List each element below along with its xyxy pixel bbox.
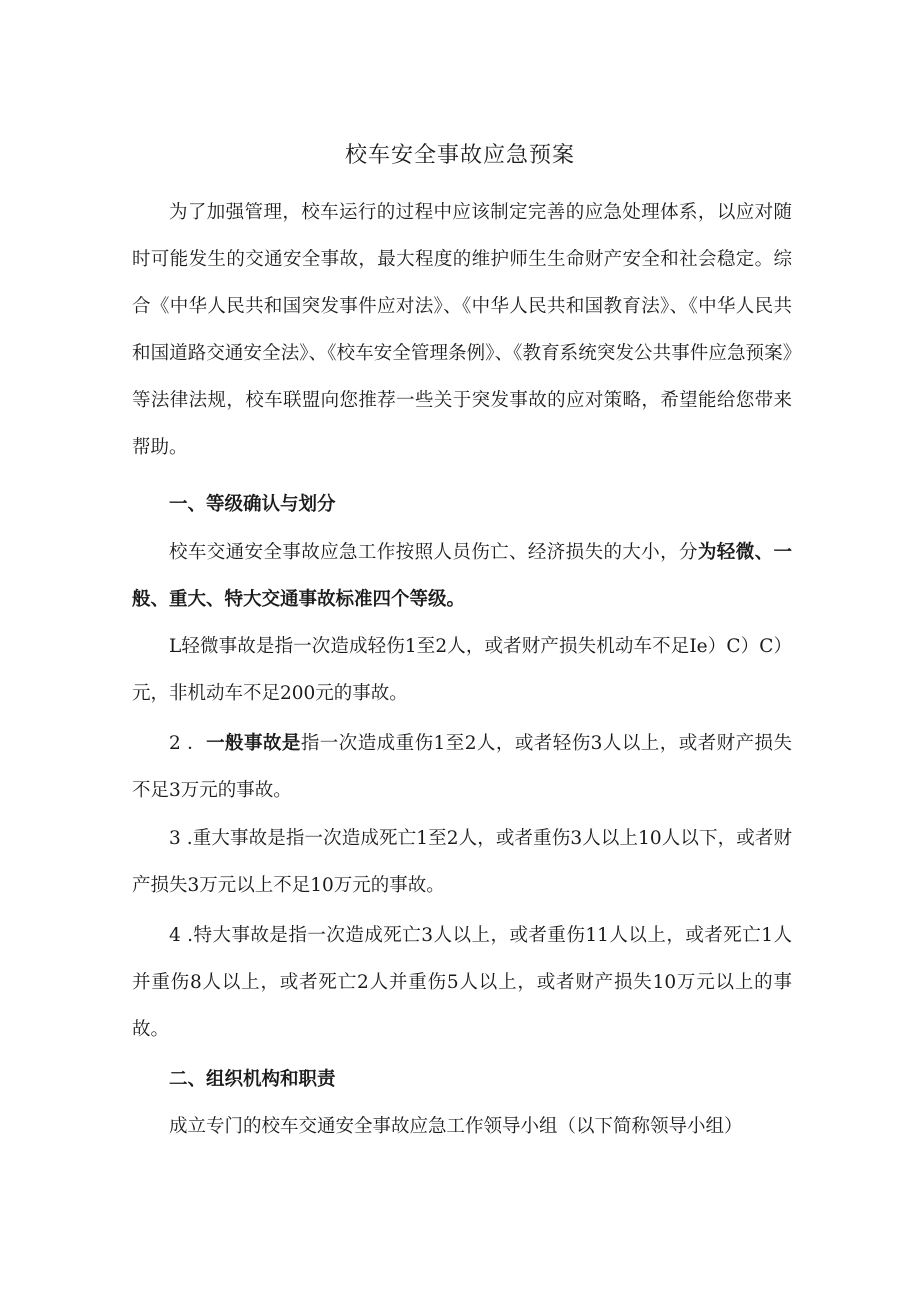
section1-paragraph-normal: 校车交通安全事故应急工作按照人员伤亡、经济损失的大小，分 xyxy=(169,542,698,563)
section2-paragraph: 成立专门的校车交通安全事故应急工作领导小组（以下简称领导小组） xyxy=(169,1116,743,1137)
section2-heading: 二、组织机构和职责 xyxy=(169,1069,336,1090)
document-title: 校车安全事故应急预案 xyxy=(344,143,575,168)
level-item-3: 3 .重大事故是指一次造成死亡1至2人，或者重伤3人以上10人以下，或者财产损失3万元以上不足10万元的事故。 xyxy=(132,828,792,896)
section1-heading: 一、等级确认与划分 xyxy=(169,494,336,515)
level-item-2 xyxy=(132,720,792,814)
level-item-4: 4 .特大事故是指一次造成死亡3人以上，或者重伤11人以上，或者死亡1人并重伤8人以上，或者死亡2人并重伤5人以上，或者财产损失10万元以上的事故。 xyxy=(132,925,792,1040)
level-item-2-rest: 指一次造成重伤1至2人，或者轻伤3人以上，或者财产损失不足3万元的事故。 xyxy=(132,733,792,801)
level-item-2-prefix: 2 ． xyxy=(169,733,207,754)
section1-paragraph-bold: 为轻微、一般、重大、特大交通事故标准四个等级。 xyxy=(132,542,792,610)
level-item-1: L轻微事故是指一次造成轻伤1至2人，或者财产损失机动车不足Ie）C）C）元，非机动车不足200元的事故。 xyxy=(132,636,792,704)
intro-paragraph: 为了加强管理，校车运行的过程中应该制定完善的应急处理体系，以应对随时可能发生的交通安全事故，最大程度的维护师生生命财产安全和社会稳定。综合《中华人民共和国突发事件应对法》、《中华人民共和国教育法》、《中华人民共和国道路交通安全法》、《校车安全管理条例》、《教育系统突发公共事件应急预案》等法律法规，校车联盟向您推荐一些关于突发事故的应对策略，希望能给您带来帮助。 xyxy=(132,202,792,458)
section1-paragraph xyxy=(132,529,792,623)
level-item-2-bold: 一般事故是 xyxy=(206,733,301,754)
